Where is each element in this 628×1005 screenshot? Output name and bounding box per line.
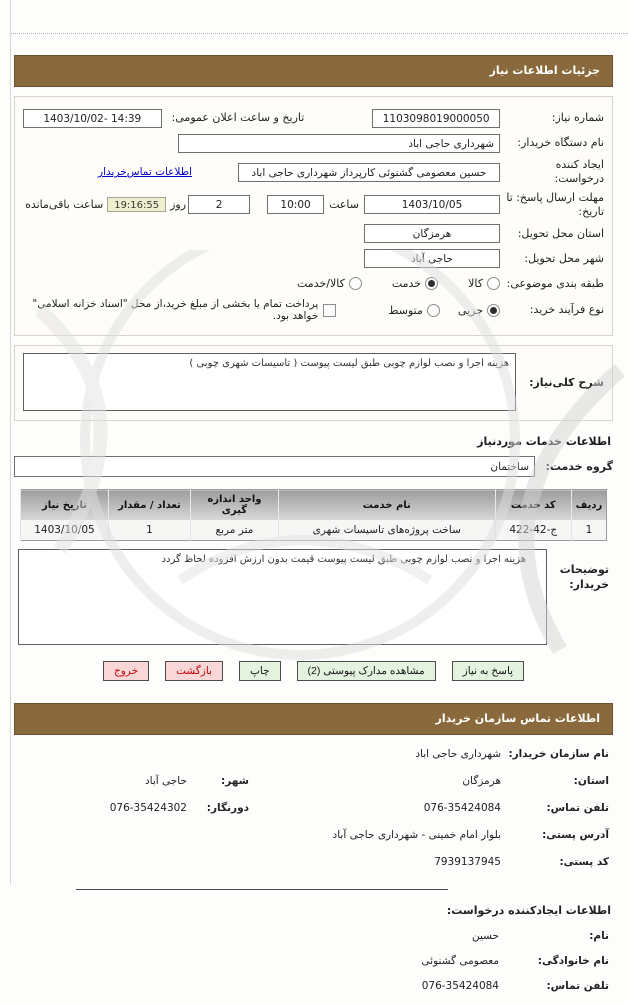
delivery-province-field[interactable]: هرمزگان xyxy=(364,224,500,243)
buyer-contact-header-bar xyxy=(14,703,613,735)
details-header-title: جزئیات اطلاعات نیاز xyxy=(489,64,600,77)
process-type-label: نوع فرآیند خرید: xyxy=(529,303,604,317)
creator-first-name-value: حسین xyxy=(471,930,499,943)
buyer-notes-row xyxy=(18,549,609,645)
col-name: نام خدمت xyxy=(278,490,495,521)
contact-phone-value: 076-35424084 xyxy=(423,802,501,815)
contact-org-value: شهرداری حاجی اباد xyxy=(415,748,501,761)
service-group-row xyxy=(14,456,613,477)
contact-phone-label: تلفن تماس: xyxy=(546,802,609,815)
need-info-panel xyxy=(14,96,613,336)
contact-province-label: استان: xyxy=(573,775,609,788)
creator-info-title: اطلاعات ایجادکننده درخواست: xyxy=(446,904,611,918)
need-number-row xyxy=(23,108,604,129)
radio-goods-label: کالا xyxy=(468,277,483,291)
treasury-checkbox[interactable] xyxy=(323,304,336,317)
creator-last-name-row xyxy=(18,955,609,967)
radio-minor-label: جزیی xyxy=(457,303,483,317)
remaining-hours-label: ساعت باقی‌مانده xyxy=(25,198,104,212)
contact-address-value: بلوار امام خمینی - شهرداری حاجی آباد xyxy=(332,829,501,842)
creator-phone-label: تلفن تماس: xyxy=(546,980,609,993)
classification-row xyxy=(23,273,604,294)
creator-phone-row xyxy=(18,980,609,992)
col-row: ردیف xyxy=(571,490,606,521)
contact-org-row xyxy=(18,745,609,763)
buyer-contact-section xyxy=(14,745,613,871)
delivery-province-label: استان محل تحویل: xyxy=(517,226,604,240)
radio-medium[interactable] xyxy=(427,304,440,317)
deadline-day-label: روز xyxy=(170,198,187,212)
creator-first-name-row xyxy=(18,930,609,942)
process-type-row xyxy=(23,298,604,322)
need-number-field[interactable]: 1103098019000050 xyxy=(372,109,500,128)
creator-row xyxy=(23,158,604,187)
deadline-date-field[interactable]: 1403/10/05 xyxy=(364,195,500,214)
buyer-contact-header-title: اطلاعات تماس سازمان خریدار xyxy=(435,712,600,726)
general-desc-panel xyxy=(14,345,613,421)
contact-postal-value: 7939137945 xyxy=(434,856,501,869)
contact-address-label: آدرس پستی: xyxy=(542,829,609,842)
attachments-button[interactable]: مشاهده مدارک پیوستی (2) xyxy=(297,661,436,681)
service-group-label: گروه خدمت: xyxy=(545,460,613,474)
table-row xyxy=(21,520,607,541)
announce-label: تاریخ و ساعت اعلان عمومی: xyxy=(171,111,305,125)
classification-label: طبقه بندی موضوعی: xyxy=(506,276,604,290)
creator-info-section xyxy=(14,904,613,992)
cell-row: 1 xyxy=(571,520,606,541)
treasury-checkbox-label: پرداخت تمام یا بخشی از مبلغ خرید،از محل "اسناد خزانه اسلامی" خواهد بود. xyxy=(32,298,319,323)
delivery-city-row xyxy=(23,248,604,269)
service-group-field[interactable]: ساختمان xyxy=(14,456,535,477)
action-buttons xyxy=(14,661,613,681)
contact-fax-label: دورنگار: xyxy=(206,802,249,815)
radio-service-label: خدمت xyxy=(391,277,422,291)
services-section-title: اطلاعات خدمات موردنیاز xyxy=(477,435,611,449)
radio-medium-label: متوسط xyxy=(388,303,423,317)
general-desc-textarea[interactable]: هزینه اجرا و نصب لوازم چوبی طبق لیست پیوست ( تاسیسات شهری چوبی ) xyxy=(23,353,516,411)
page-left-rule xyxy=(10,0,11,884)
col-qty: تعداد / مقدار xyxy=(108,490,190,521)
creator-label: ایجاد کننده درخواست: xyxy=(554,158,604,186)
details-header-bar xyxy=(14,55,613,87)
contact-city-label: شهر: xyxy=(221,775,249,788)
contact-address-row xyxy=(18,826,609,844)
creator-last-name-value: معصومی گشنوئی xyxy=(421,955,499,968)
col-date: تاریخ نیاز xyxy=(21,490,109,521)
contact-org-label: نام سازمان خریدار: xyxy=(508,748,609,761)
respond-button[interactable]: پاسخ به نیاز xyxy=(452,661,524,681)
radio-service[interactable] xyxy=(425,277,438,290)
deadline-hour-label: ساعت xyxy=(329,198,359,212)
contact-postal-label: کد پستی: xyxy=(559,856,609,869)
cell-unit: متر مربع xyxy=(190,520,278,541)
section-divider xyxy=(76,889,448,890)
radio-goods-service-label: کالا/خدمت xyxy=(297,277,345,291)
general-desc-label: شرح کلی‌نیاز: xyxy=(529,375,604,389)
countdown-timer: 19:16:55 xyxy=(107,197,166,212)
print-button[interactable]: چاپ xyxy=(239,661,281,681)
deadline-label: مهلت ارسال پاسخ: تا تاریخ: xyxy=(506,190,604,218)
buyer-contact-link[interactable]: اطلاعات تماس‌خریدار xyxy=(98,166,192,179)
top-dotted-divider xyxy=(11,33,628,34)
services-table xyxy=(20,489,607,541)
services-table-header-row xyxy=(21,490,607,521)
contact-postal-row xyxy=(18,853,609,871)
contact-city-value: حاجی آباد xyxy=(145,775,187,788)
buyer-notes-label: توضیحات خریدار: xyxy=(559,563,609,592)
radio-goods-service[interactable] xyxy=(349,277,362,290)
creator-first-name-label: نام: xyxy=(589,930,609,943)
buyer-org-row xyxy=(23,133,604,154)
cell-code: ج-42-422 xyxy=(495,520,571,541)
contact-fax-value: 076-35424302 xyxy=(109,802,187,815)
delivery-province-row xyxy=(23,223,604,244)
contact-province-value: هرمزگان xyxy=(462,775,501,788)
creator-field[interactable]: حسین معصومی گشنوئی کارپرداز شهرداری حاجی اباد xyxy=(238,163,500,182)
creator-phone-value: 076-35424084 xyxy=(421,980,499,993)
cell-name: ساخت پروژه‌های تاسیسات شهری xyxy=(278,520,495,541)
col-code: کد خدمت xyxy=(495,490,571,521)
radio-minor[interactable] xyxy=(487,304,500,317)
buyer-org-field[interactable]: شهرداری حاجی اباد xyxy=(178,134,500,153)
deadline-hour-field[interactable]: 10:00 xyxy=(267,195,324,214)
col-unit: واحد اندازه گیری xyxy=(190,490,278,521)
delivery-city-label: شهر محل تحویل: xyxy=(524,251,604,265)
cell-qty: 1 xyxy=(108,520,190,541)
deadline-days-field[interactable]: 2 xyxy=(188,195,250,214)
creator-last-name-label: نام خانوادگی: xyxy=(537,955,609,968)
contact-phone-row xyxy=(18,799,609,817)
announce-field[interactable]: 1403/10/02- 14:39 xyxy=(23,109,162,128)
deadline-row xyxy=(23,191,604,220)
contact-province-row xyxy=(18,772,609,790)
exit-button[interactable]: خروج xyxy=(103,661,149,681)
back-button[interactable]: بازگشت xyxy=(165,661,223,681)
buyer-notes-textarea[interactable]: هزینه اجرا و نصب لوازم چوبی طبق لیست پیوست قیمت بدون ارزش افزوده لحاظ گردد xyxy=(18,549,547,645)
cell-date: 1403/10/05 xyxy=(21,520,109,541)
delivery-city-field[interactable]: حاجی آباد xyxy=(364,249,500,268)
buyer-org-label: نام دستگاه خریدار: xyxy=(517,136,604,150)
radio-goods[interactable] xyxy=(487,277,500,290)
need-number-label: شماره نیاز: xyxy=(551,111,604,125)
